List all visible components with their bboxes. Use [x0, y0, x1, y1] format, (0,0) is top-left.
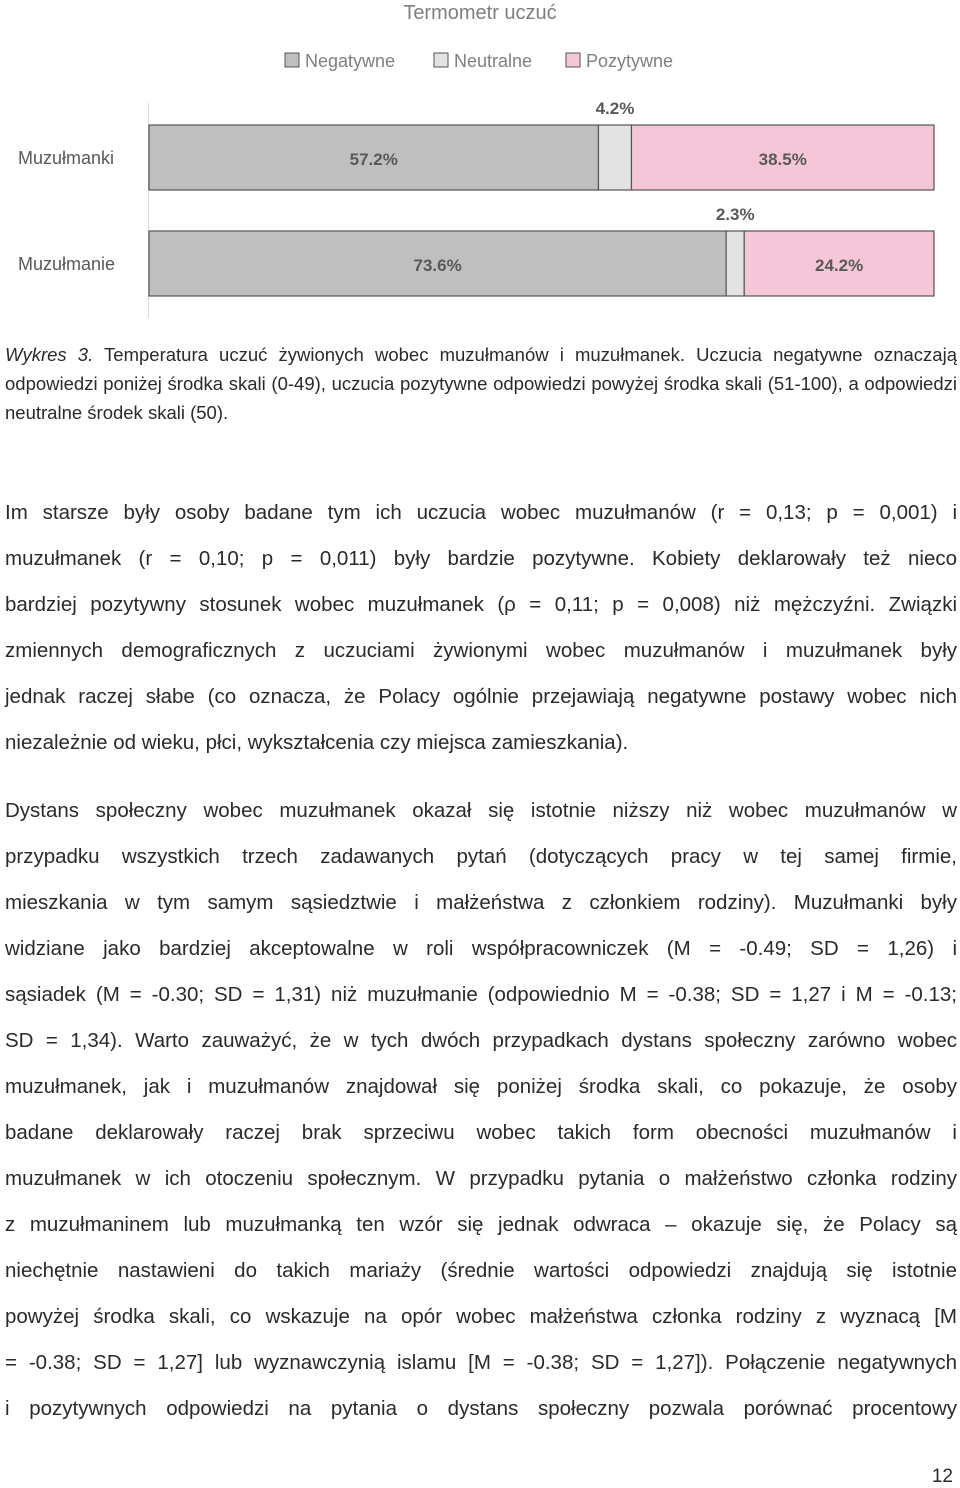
paragraph-2-line: badane deklarowały raczej brak sprzeciwu wobec takich form obecności muzułmanów i [5, 1121, 957, 1144]
chart-title: Termometr uczuć [403, 2, 557, 24]
caption-label: Wykres 3. [5, 344, 94, 365]
legend-swatch-neutralne [434, 53, 448, 67]
data-label: 73.6% [413, 256, 462, 275]
legend-swatch-negatywne [285, 53, 299, 67]
data-label: 4.2% [595, 99, 635, 118]
paragraph-2-line: = -0.38; SD = 1,27] lub wyznawczynią islamu [M = -0.38; SD = 1,27]). Połączenie negatywnych [5, 1351, 957, 1374]
category-label: Muzułmanie [18, 254, 116, 274]
paragraph-2-line: Dystans społeczny wobec muzułmanek okazał się istotnie niższy niż wobec muzułmanów w [5, 799, 957, 822]
data-label: 24.2% [815, 256, 864, 275]
legend-label-neutralne: Neutralne [454, 51, 533, 71]
paragraph-2-line: muzułmanek, jak i muzułmanów znajdował się poniżej środka skali, co pokazuje, że osoby [5, 1075, 957, 1098]
paragraph-1-line: bardziej pozytywny stosunek wobec muzułmanek (ρ = 0,11; p = 0,008) niż mężczyźni. Związki [5, 593, 957, 616]
figure-caption [5, 340, 957, 427]
paragraph-2-line: z muzułmaninem lub muzułmanką ten wzór się jednak odwraca – okazuje się, że Polacy są [5, 1213, 957, 1236]
paragraph-1-line: zmiennych demograficznych z uczuciami żywionymi wobec muzułmanów i muzułmanek były [5, 639, 957, 662]
paragraph-1 [5, 490, 957, 766]
paragraph-2-line: muzułmanek w ich otoczeniu społecznym. W przypadku pytania o małżeństwo członka rodziny [5, 1167, 957, 1190]
paragraph-2-line: sąsiadek (M = -0.30; SD = 1,31) niż muzułmanie (odpowiednio M = -0.38; SD = 1,27 i M = -0.13; [5, 983, 957, 1006]
bar-neutralne [598, 125, 631, 190]
legend-label-negatywne: Negatywne [305, 51, 396, 71]
paragraph-2-line: i pozytywnych odpowiedzi na pytania o dystans społeczny pozwala porównać procentowy [5, 1397, 957, 1420]
category-label: Muzułmanki [18, 148, 115, 168]
feeling-thermometer-chart [0, 0, 960, 330]
data-label: 38.5% [758, 150, 807, 169]
paragraph-2-line: mieszkania w tym samym sąsiedztwie i małżeństwa z członkiem rodziny). Muzułmanki były [5, 891, 957, 914]
legend-label-pozytywne: Pozytywne [586, 51, 674, 71]
legend-swatch-pozytywne [566, 53, 580, 67]
data-label: 2.3% [715, 205, 755, 224]
page-number: 12 [931, 1466, 953, 1487]
paragraph-1-line: jednak raczej słabe (co oznacza, że Polacy ogólnie przejawiają negatywne postawy wobec nich [5, 685, 957, 708]
paragraph-1-line: niezależnie od wieku, płci, wykształcenia czy miejsca zamieszkania). [5, 731, 629, 754]
paragraph-2-line: widziane jako bardziej akceptowalne w roli współpracowniczek (M = -0.49; SD = 1,26) i [5, 937, 957, 960]
paragraph-1-line: Im starsze były osoby badane tym ich uczucia wobec muzułmanów (r = 0,13; p = 0,001) i [5, 501, 957, 524]
bar-neutralne [726, 231, 744, 296]
data-label: 57.2% [349, 150, 398, 169]
paragraph-2-line: powyżej środka skali, co wskazuje na opór wobec małżeństwa członka rodziny z wyznacą [M [5, 1305, 957, 1328]
paragraph-2 [5, 788, 957, 1432]
caption-text: Temperatura uczuć żywionych wobec muzułmanów i muzułmanek. Uczucia negatywne oznaczają odpowiedzi poniżej środka skali (0-49), uczucia pozytywne odpowiedzi powyżej środka skali (51-100), a odpowiedzi neutralne środek skali (50). [5, 344, 957, 423]
paragraph-1-line: muzułmanek (r = 0,10; p = 0,011) były bardzie pozytywne. Kobiety deklarowały też nieco [5, 547, 957, 570]
paragraph-2-line: SD = 1,34). Warto zauważyć, że w tych dwóch przypadkach dystans społeczny zarówno wobec [5, 1029, 957, 1052]
paragraph-2-line: przypadku wszystkich trzech zadawanych pytań (dotyczących pracy w tej samej firmie, [5, 845, 957, 868]
chart-canvas [0, 0, 960, 330]
paragraph-2-line: niechętnie nastawieni do takich mariaży (średnie wartości odpowiedzi znajdują się istotnie [5, 1259, 957, 1282]
